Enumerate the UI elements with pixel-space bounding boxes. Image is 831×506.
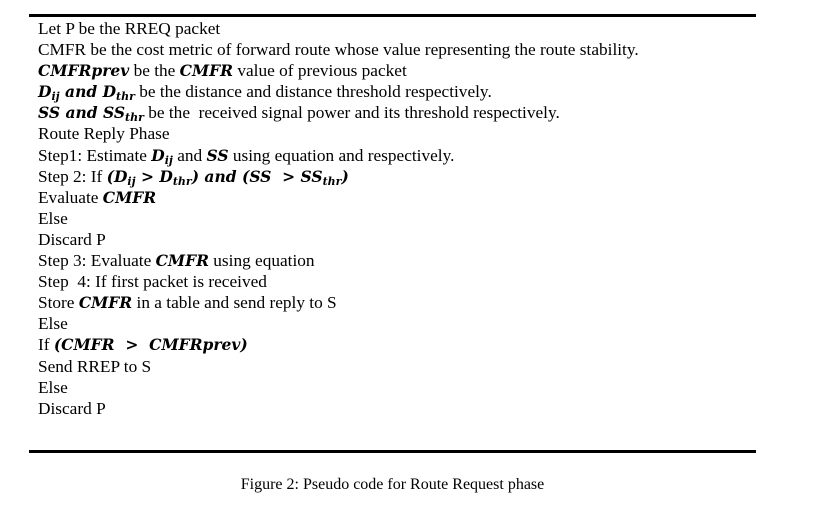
subscript-text: thr: [116, 90, 135, 104]
code-text: Route Reply Phase: [38, 124, 170, 144]
code-text: If: [38, 335, 54, 355]
subscript-text: thr: [322, 174, 342, 188]
code-text: be the: [129, 61, 180, 81]
math-text: ) and (SS > SS: [191, 166, 323, 186]
code-text: value of previous packet: [233, 61, 407, 81]
code-line: [38, 250, 754, 271]
code-line: [38, 81, 754, 102]
code-line: [38, 377, 754, 398]
code-line: [38, 356, 754, 377]
code-line: [38, 18, 754, 39]
math-text: SS: [206, 145, 229, 165]
code-text: using equation and respectively.: [228, 145, 455, 165]
code-text: in a table and send reply to S: [132, 293, 337, 313]
code-text: and: [172, 145, 207, 165]
code-line: [38, 271, 754, 292]
math-text: CMFR: [102, 187, 157, 207]
math-text: CMFR: [179, 61, 234, 81]
math-text: D: [151, 145, 165, 165]
code-text: Discard P: [38, 229, 106, 249]
math-text: CMFRprev: [38, 61, 130, 81]
math-text: CMFR: [78, 293, 133, 313]
math-text: D: [38, 82, 52, 102]
code-line: [38, 166, 754, 187]
code-line: [38, 229, 754, 250]
code-line: [38, 145, 754, 166]
code-text: CMFR be the cost metric of forward route whose value representing the route stability.: [38, 40, 639, 60]
math-text: CMFR: [155, 251, 209, 271]
code-text: Else: [38, 377, 68, 397]
code-line: [38, 39, 754, 60]
code-line: [38, 334, 754, 355]
bottom-rule: [29, 450, 756, 453]
code-text: Step1: Estimate: [38, 145, 152, 165]
code-line: [38, 187, 754, 208]
code-text: Else: [38, 314, 68, 334]
code-text: Send RREP to S: [38, 356, 152, 376]
top-rule: [29, 14, 756, 17]
math-text: and: [59, 82, 103, 102]
math-text: SS and SS: [38, 103, 126, 123]
code-text: Step 2: If: [38, 166, 107, 186]
code-line: [38, 102, 754, 123]
code-text: be the distance and distance threshold respectively.: [134, 82, 492, 102]
subscript-text: ij: [51, 90, 60, 104]
subscript-text: thr: [172, 174, 192, 188]
pseudo-code-block: [38, 18, 754, 419]
code-text: Else: [38, 208, 68, 228]
code-text: Step 4: If first packet is received: [38, 272, 267, 292]
code-line: [38, 292, 754, 313]
code-line: [38, 208, 754, 229]
math-text: D: [102, 82, 117, 102]
figure-caption: Figure 2: Pseudo code for Route Request phase: [240, 476, 545, 493]
code-line: [38, 313, 754, 334]
math-text: > D: [135, 166, 173, 186]
math-text: (D: [106, 166, 128, 186]
code-text: Evaluate: [38, 187, 103, 207]
code-text: Step 3: Evaluate: [38, 251, 156, 271]
code-text: Store: [38, 293, 79, 313]
code-text: using equation: [208, 251, 315, 271]
subscript-text: ij: [127, 174, 136, 188]
subscript-text: thr: [125, 111, 144, 125]
code-line: [38, 398, 754, 419]
math-text: ): [341, 166, 349, 186]
code-text: be the received signal power and its threshold respectively.: [143, 103, 560, 123]
math-text: (CMFR > CMFRprev): [53, 335, 248, 355]
code-text: Let P be the RREQ packet: [38, 19, 221, 38]
subscript-text: ij: [164, 153, 173, 167]
code-line: [38, 123, 754, 144]
code-text: Discard P: [38, 398, 106, 418]
code-line: [38, 60, 754, 81]
